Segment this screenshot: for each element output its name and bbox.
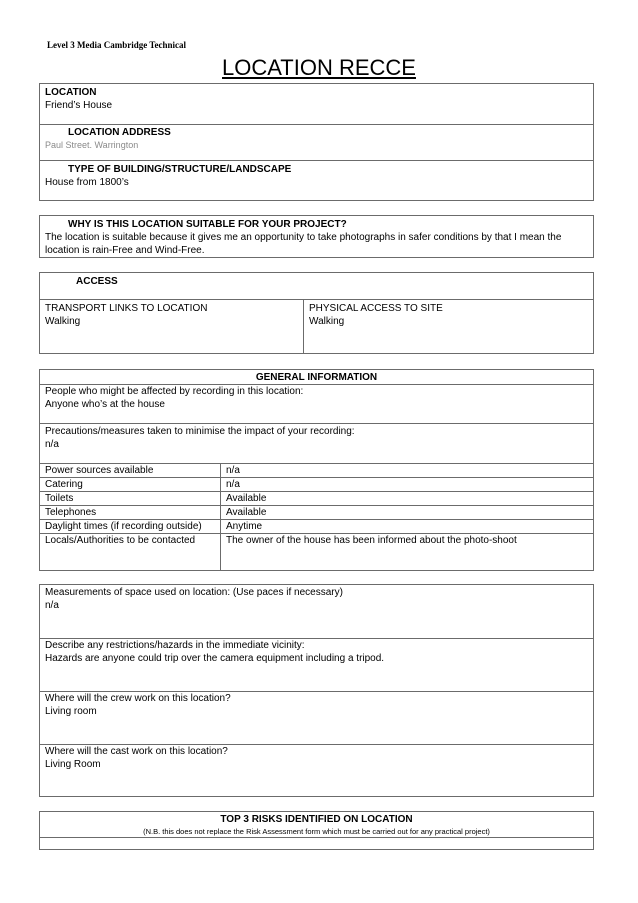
crew-value: Living room [45,706,97,717]
divider [40,160,593,161]
page-title [0,54,638,82]
row-divider [40,505,593,506]
measurements-label: Measurements of space used on location: (Use paces if necessary) [45,587,343,598]
restrictions-label: Describe any restrictions/hazards in the immediate vicinity: [45,640,305,651]
column-divider [220,463,221,570]
suitability-line-1: The location is suitable because it gives me an opportunity to take photographs in safer conditions by that I mean the [45,232,562,243]
suitability-label: WHY IS THIS LOCATION SUITABLE FOR YOUR PROJECT? [68,219,347,230]
cast-label: Where will the cast work on this location? [45,746,228,757]
transport-value: Walking [45,316,81,327]
location-label: LOCATION [45,87,97,98]
risks-heading: TOP 3 RISKS IDENTIFIED ON LOCATION [220,814,413,825]
transport-label: TRANSPORT LINKS TO LOCATION [45,303,208,314]
row-divider [40,491,593,492]
physical-access-value: Walking [309,316,345,327]
info-row-value: Available [226,493,267,504]
precautions-value: n/a [45,439,59,450]
info-row-value: n/a [226,479,240,490]
suitability-section [39,215,594,258]
page-title-text: LOCATION RECCE [222,55,416,80]
divider [40,837,593,838]
divider [40,423,593,424]
header-organisation: Level 3 Media Cambridge Technical [47,40,186,50]
info-row-label: Catering [45,479,83,490]
physical-access-label: PHYSICAL ACCESS TO SITE [309,303,443,314]
divider [40,299,593,300]
info-row-value: n/a [226,465,240,476]
location-address-label: LOCATION ADDRESS [68,127,171,138]
affected-label: People who might be affected by recording in this location: [45,386,304,397]
suitability-line-2: location is rain-Free and Wind-Free. [45,245,205,256]
info-row-label: Locals/Authorities to be contacted [45,535,196,546]
row-divider [40,477,593,478]
info-row-label: Toilets [45,493,74,504]
general-information-section [39,369,594,571]
space-section [39,584,594,797]
info-row-value: Anytime [226,521,263,532]
affected-value: Anyone who’s at the house [45,399,165,410]
precautions-label: Precautions/measures taken to minimise the impact of your recording: [45,426,355,437]
building-type-label: TYPE OF BUILDING/STRUCTURE/LANDSCAPE [68,164,292,175]
divider [40,124,593,125]
building-type-value: House from 1800’s [45,177,129,188]
info-row-value: The owner of the house has been informed about the photo-shoot [226,535,517,546]
info-row-label: Power sources available [45,465,154,476]
risks-note: (N.B. this does not replace the Risk Assessment form which must be carried out for any practical project) [143,827,490,836]
access-label: ACCESS [76,276,118,287]
location-section [39,83,594,201]
info-row-label: Daylight times (if recording outside) [45,521,202,532]
crew-label: Where will the crew work on this location? [45,693,231,704]
location-value: Friend’s House [45,100,113,111]
info-row-value: Available [226,507,267,518]
location-address-value: Paul Street. Warrington [45,140,139,150]
access-section [39,272,594,354]
info-row-label: Telephones [45,507,97,518]
risks-section [39,811,594,850]
cast-value: Living Room [45,759,101,770]
restrictions-value: Hazards are anyone could trip over the camera equipment including a tripod. [45,653,385,664]
column-divider [303,299,304,353]
general-information-heading: GENERAL INFORMATION [255,372,378,383]
measurements-value: n/a [45,600,59,611]
